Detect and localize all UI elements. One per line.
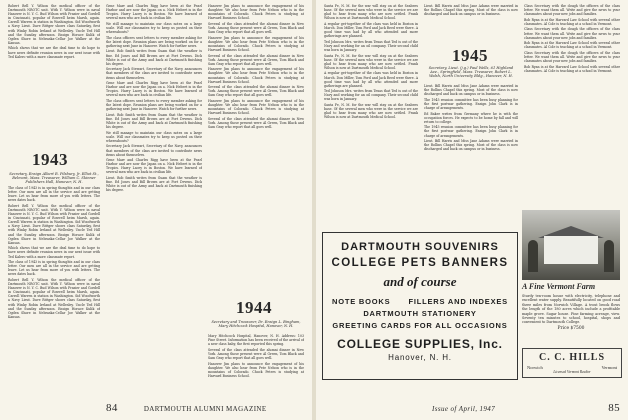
- ad-greeting-cards: GREETING CARDS FOR ALL OCCASIONS: [332, 321, 508, 330]
- paragraph: Bob Ryan is at the Harvard Law School with several other classmates. Al Cole is teaching at a school in Vermont.: [524, 17, 620, 26]
- paragraph: Several of the class attended the alumni dinner in New York. Among those present were Al Green, Tom Black and Sam Gray who report that all goes well.: [208, 53, 304, 66]
- paragraph: Hanover Jim plans to announce the engagement of his daughter. We also hear from Pete Nelson who is in the mountains of Colorado. Chuck Peters is studying at Harvard Business School.: [208, 35, 304, 52]
- right-column-2-top: [424, 4, 518, 42]
- right-column-1: [324, 4, 418, 226]
- class-year-heading: 1943: [32, 150, 68, 169]
- left-column-1: [8, 4, 100, 144]
- right-column-2: [424, 84, 518, 226]
- broker-box: [522, 348, 622, 378]
- class-officers: Secretary, Ensign Albert R. Pilsbury, Jr. Elliot St., Belmont, Mass. Treasurer, William C. Skinner Publishers Hall, Hanover, N. H.: [9, 172, 99, 184]
- paragraph: Ted Johnson Mrs. writes from Texas that Ted is out of the Navy and working for an oil company. Their second child was born in January.: [324, 39, 418, 52]
- paragraph: Ted Johnson Mrs. writes from Texas that Ted is out of the Navy and working for an oil company. Their second child was born in January.: [324, 89, 418, 102]
- paragraph: The 1945 reunion committee has been busy planning for the first postwar gathering. Ensign John Clark is in charge of arrangements.: [424, 97, 518, 110]
- farm-ad-body: [522, 294, 620, 331]
- paragraph: We still manage to maintain our class notes on a large scale. Will our classmates try to keep us posted on their whereabouts?: [106, 21, 202, 35]
- paragraph: Which shows that we are the deal time to do hope to have news definite reunion news in our next issue with Ted Kalero with a more classmate report.: [8, 46, 100, 59]
- class-officers: Secretary and Treasurer, Dr. Ensign L. Bingham, Mary Hitchcock Hospital, Hanover, N. H.: [211, 320, 301, 328]
- paragraph: Gene Marr and Charles Rigg have been at the Pearl Harbor and are now the Japan on a. Nick Hebert is in the Tropics. Harry Lacey is in Boston. We have learned of several men who are back in civilian life.: [106, 158, 202, 175]
- paragraph: The 1945 reunion committee has been busy planning for the first postwar gathering. Ensign John Clark is in charge of arrangements.: [424, 125, 518, 138]
- paragraph: Class Secretary with the dough the officers of the class letter. We want them all. Write and give the news to your classmates about your new jobs and families.: [524, 50, 620, 64]
- paragraph: Class Secretary with the dough the officers of the class letter. We want them all. Write and give the news to your classmates about your new jobs and families.: [524, 27, 620, 40]
- paragraph: Several of the class attended the alumni dinner in New York. Among those present were Al Green, Tom Black and Sam Gray who report that all goes well.: [208, 85, 304, 98]
- paragraph: Bob Ryan is at the Harvard Law School with several other classmates. Al Cole is teaching at a school in Vermont.: [524, 64, 620, 73]
- paragraph: Hanover Jim plans to announce the engagement of his daughter. We also hear from Pete Nelson who is in the mountains of Colorado. Chuck Peters is studying at Harvard Business School.: [208, 67, 304, 84]
- paragraph: Hanover Jim plans to announce the engagement of his daughter. We also hear from Pete Nelson who is in the mountains of Colorado. Chuck Peters is studying at Harvard Business School.: [208, 98, 304, 116]
- ad-and-of-course: and of course: [383, 274, 457, 289]
- paragraph: Hanover Jim plans to announce the engagement of his daughter. We also hear from Pete Nelson who is in the mountains of Colorado. Chuck Peters is studying at Harvard Business School.: [208, 4, 304, 21]
- page-number: 84: [106, 402, 118, 414]
- paragraph: A regular get-together of the class was held in Boston in March. Don Miller, Tom Ford and Jack Reed were there. A good time was had by all who attended and more gatherings are planned.: [324, 21, 418, 39]
- ad-fillers: FILLERS AND INDEXES: [408, 297, 508, 306]
- paragraph: Several of the class attended the alumni dinner in New York. Among those present were Al Green, Tom Black and Sam Gray who report that all goes well.: [208, 21, 304, 35]
- class-year-heading: 1945: [452, 46, 488, 65]
- right-column-3: [524, 4, 620, 206]
- right-footer: [432, 402, 620, 414]
- paragraph: Ed Baker writes from Germany where he is with the occupation forces. He expects to be home by fall and will return to college.: [424, 111, 518, 124]
- left-column-1-lower: [8, 186, 100, 394]
- tree-shape: [528, 240, 538, 272]
- broker-name: C. C. HILLS: [538, 352, 605, 363]
- tree-shape: [604, 240, 614, 272]
- paragraph: Gene Marr and Charles Rigg have been at the Pearl Harbor and are now the Japan on a. Nick Hebert is in the Tropics. Harry Lacey is in Boston. We have learned of several men who are back in civilian life.: [106, 4, 202, 21]
- paragraph: Robert Bell Y. Wilson the medical officer of the Dartmouth NROTC unit. With Y. Wilson were in naval Hanover is N. Y. C. Bud Wilson with Frasier and Gordell in Cincinnati, popular of Roswell heim Marsh, again. Carroll Warren is station in Washington. Sid Woodworth a Navy Lieut. Dave Rittger shows class Saturday, first with Winky Robin Ireland at Wellesley. Uncle Ted Hill and the Sunday afternoon. Ensign Horace Kulik of Ogden Shore in Nebraska-Cellar Joe Walker at the Kansas.: [8, 4, 100, 45]
- ad-product-row: [323, 297, 517, 306]
- paragraph: Class Secretary with the dough the officers of the class letter. We want them all. Write and give the news to your classmates about your new jobs and families.: [524, 4, 620, 17]
- paragraph: Santa Fe, N. M. for the war will stay on at the Seabees base. Of the several men who were in the service we are glad to hear from many who are now settled. Frank Wilson is now at Dartmouth Medical School.: [324, 53, 418, 70]
- ad-stationery: DARTMOUTH STATIONERY: [363, 309, 477, 318]
- paragraph: Several of the class attended the alumni dinner in New York. Among those present were Al Green, Tom Black and Sam Gray who report that all goes well.: [208, 347, 304, 360]
- ad-company-location: Hanover, N. H.: [388, 353, 452, 362]
- paragraph: Santa Fe, N. M. for the war will stay on at the Seabees base. Of the several men who were in the service we are glad to hear from many who are now settled. Frank Wilson is now at Dartmouth Medical School.: [324, 103, 418, 120]
- paragraph: Lieut. Bob Smith writes from Guam that the weather is fine. Ed Jones and Bill Brown are at Fort Devens. Dick White is out of the Army and back at Dartmouth finishing his degree.: [106, 112, 202, 130]
- paragraph: The class officers sent letters to every member asking for the latest dope. Reunion plans are being worked on for a gathering next June in Hanover. Watch for further news.: [106, 35, 202, 48]
- ad-company-name: COLLEGE SUPPLIES, Inc.: [337, 337, 503, 351]
- paragraph: Lieut. Bob Smith writes from Guam that the weather is fine. Ed Jones and Bill Brown are at Fort Devens. Dick White is out of the Army and back at Dartmouth finishing his degree.: [106, 49, 202, 66]
- paragraph: A regular get-together of the class was held in Boston in March. Don Miller, Tom Ford and Jack Reed were there. A good time was had by all who attended and more gatherings are planned.: [324, 71, 418, 88]
- farm-ad-price: Price $7500: [557, 325, 585, 331]
- paragraph: Which shows that we are the deal time to do hope to have news definite reunion news in our next issue with Ted Kalero with a more classmate report.: [8, 246, 100, 259]
- class-officers: Secretary, Lieut. (j.g.) Paul Wells, 61 Highland Ave., Springfield, Mass. Treasurer, Robert L. Walsh, North University Bldg., Hanover, N. H.: [428, 66, 514, 78]
- farm-ad-description: Sturdy ten-room house with electricity, telephone and excellent water supply. Beautifully located on good road three miles from Norwich Village. A trout brook flows the length of the 180 acres which include a profitable maple grove. Sugar house. Fine farming acreage, view. Seventy ten minutes to school, hospital, shops and convenient to Dartmouth College.: [522, 294, 620, 325]
- paragraph: Bob Ryan is at the Harvard Law School with several other classmates. Al Cole is teaching at a school in Vermont.: [524, 41, 620, 50]
- paragraph: Gene Marr and Charles Rigg have been at the Pearl Harbor and are now the Japan on a. Nick Hebert is in the Tropics. Harry Lacey is in Boston. We have learned of several men who are back in civilian life.: [106, 81, 202, 98]
- paragraph: Lieut. Bob Smith writes from Guam that the weather is fine. Ed Jones and Bill Brown are at Fort Devens. Dick White is out of the Army and back at Dartmouth finishing his degree.: [106, 176, 202, 193]
- paragraph: The class of 1943 is in spring thoughts and in our class letter. Our men are all in the service and are getting leave. Let us hear from more of you with letters. The news dates back.: [8, 186, 100, 203]
- left-column-2: [106, 4, 202, 396]
- paragraph: Robert Bell Y. Wilson the medical officer of the Dartmouth NROTC unit. With Y. Wilson were in naval Hanover is N. Y. C. Bud Wilson with Frasier and Gordell in Cincinnati, popular of Roswell heim Marsh, again. Carroll Warren is station in Washington. Sid Woodworth a Navy Lieut. Dave Rittger shows class Saturday, first with Winky Robin Ireland at Wellesley. Uncle Ted Hill and the Sunday afternoon. Ensign Horace Kulik of Ogden Shore in Nebraska-Cellar Joe Walker at the Kansas.: [8, 277, 100, 319]
- paragraph: The class officers sent letters to every member asking for the latest dope. Reunion plans are being worked on for a gathering next June in Hanover. Watch for further news.: [106, 98, 202, 112]
- paragraph: Santa Fe, N. M. for the war will stay on at the Seabees base. Of the several men who were in the service we are glad to hear from many who are now settled. Frank Wilson is now at Dartmouth Medical School.: [324, 4, 418, 21]
- class-year-heading: 1944: [236, 298, 272, 317]
- paragraph: The class of 1943 is in spring thoughts and in our class letter. Our men are all in the service and are getting leave. Let us hear from more of you with letters. The news dates back.: [8, 260, 100, 277]
- paragraph: Secretary Jack Stewart, Secretary of the Navy, announces that members of the class are invited to contribute news items about themselves.: [106, 67, 202, 80]
- paragraph: Several of the class attended the alumni dinner in New York. Among those present were Al Green, Tom Black and Sam Gray who report that all goes well.: [208, 116, 304, 130]
- paragraph: Lieut. Bill Harris and Miss Jane Adams were married in the Rollins Chapel this spring. Most of the class is now discharged and back on campus or in business.: [424, 4, 518, 17]
- barn-shape: [544, 236, 598, 264]
- paragraph: Hanover Jim plans to announce the engagement of his daughter. We also hear from Pete Nelson who is in the mountains of Colorado. Chuck Peters is studying at Harvard Business School.: [208, 361, 304, 378]
- broker-town: Norwich: [527, 365, 543, 370]
- ad-notebooks: NOTE BOOKS: [332, 297, 391, 306]
- paragraph: We still manage to maintain our class notes on a large scale. Will our classmates try to keep us posted on their whereabouts?: [106, 130, 202, 143]
- magazine-title: DARTMOUTH ALUMNI MAGAZINE: [143, 405, 267, 413]
- farm-photo: [522, 210, 620, 280]
- ad-subheadline: COLLEGE PETS BANNERS: [331, 257, 509, 269]
- paragraph: Lieut. Bill Harris and Miss Jane Adams were married in the Rollins Chapel this spring. Most of the class is now discharged and back on campus or in business.: [424, 84, 518, 97]
- left-page: [0, 0, 312, 420]
- left-column-3-lower: [208, 334, 304, 394]
- farm-ad-title: A Fine Vermont Farm: [522, 282, 596, 291]
- issue-date: Issue of April, 1947: [432, 405, 496, 413]
- page-number: 85: [608, 402, 620, 414]
- paragraph: Robert Bell Y. Wilson the medical officer of the Dartmouth NROTC unit. With Y. Wilson were in naval Hanover is N. Y. C. Bud Wilson with Frasier and Gordell in Cincinnati, popular of Roswell heim Marsh, again. Carroll Warren is station in Washington. Sid Woodworth a Navy Lieut. Dave Rittger shows class Saturday, first with Winky Robin Ireland at Wellesley. Uncle Ted Hill and the Sunday afternoon. Ensign Horace Kulik of Ogden Shore in Nebraska-Cellar Joe Walker at the Kansas.: [8, 203, 100, 245]
- left-column-3: [208, 4, 304, 296]
- dartmouth-souvenirs-ad: [322, 232, 518, 380]
- broker-state: Vermont: [601, 365, 617, 370]
- paragraph: Lieut. Bill Harris and Miss Jane Adams were married in the Rollins Chapel this spring. Most of the class is now discharged and back on campus or in business.: [424, 139, 518, 152]
- ad-headline: DARTMOUTH SOUVENIRS: [341, 241, 499, 253]
- paragraph: Mary Hitchcock Hospital, Hanover, N. H. Address: 103 Pine Street. Information has been received of the arrival of a new class baby, the first reported this spring.: [208, 334, 304, 347]
- paragraph: Secretary Jack Stewart, Secretary of the Navy, announces that members of the class are invited to contribute news items about themselves.: [106, 144, 202, 157]
- left-footer: [106, 402, 304, 414]
- broker-license: Licensed Vermont Realtor: [553, 370, 591, 374]
